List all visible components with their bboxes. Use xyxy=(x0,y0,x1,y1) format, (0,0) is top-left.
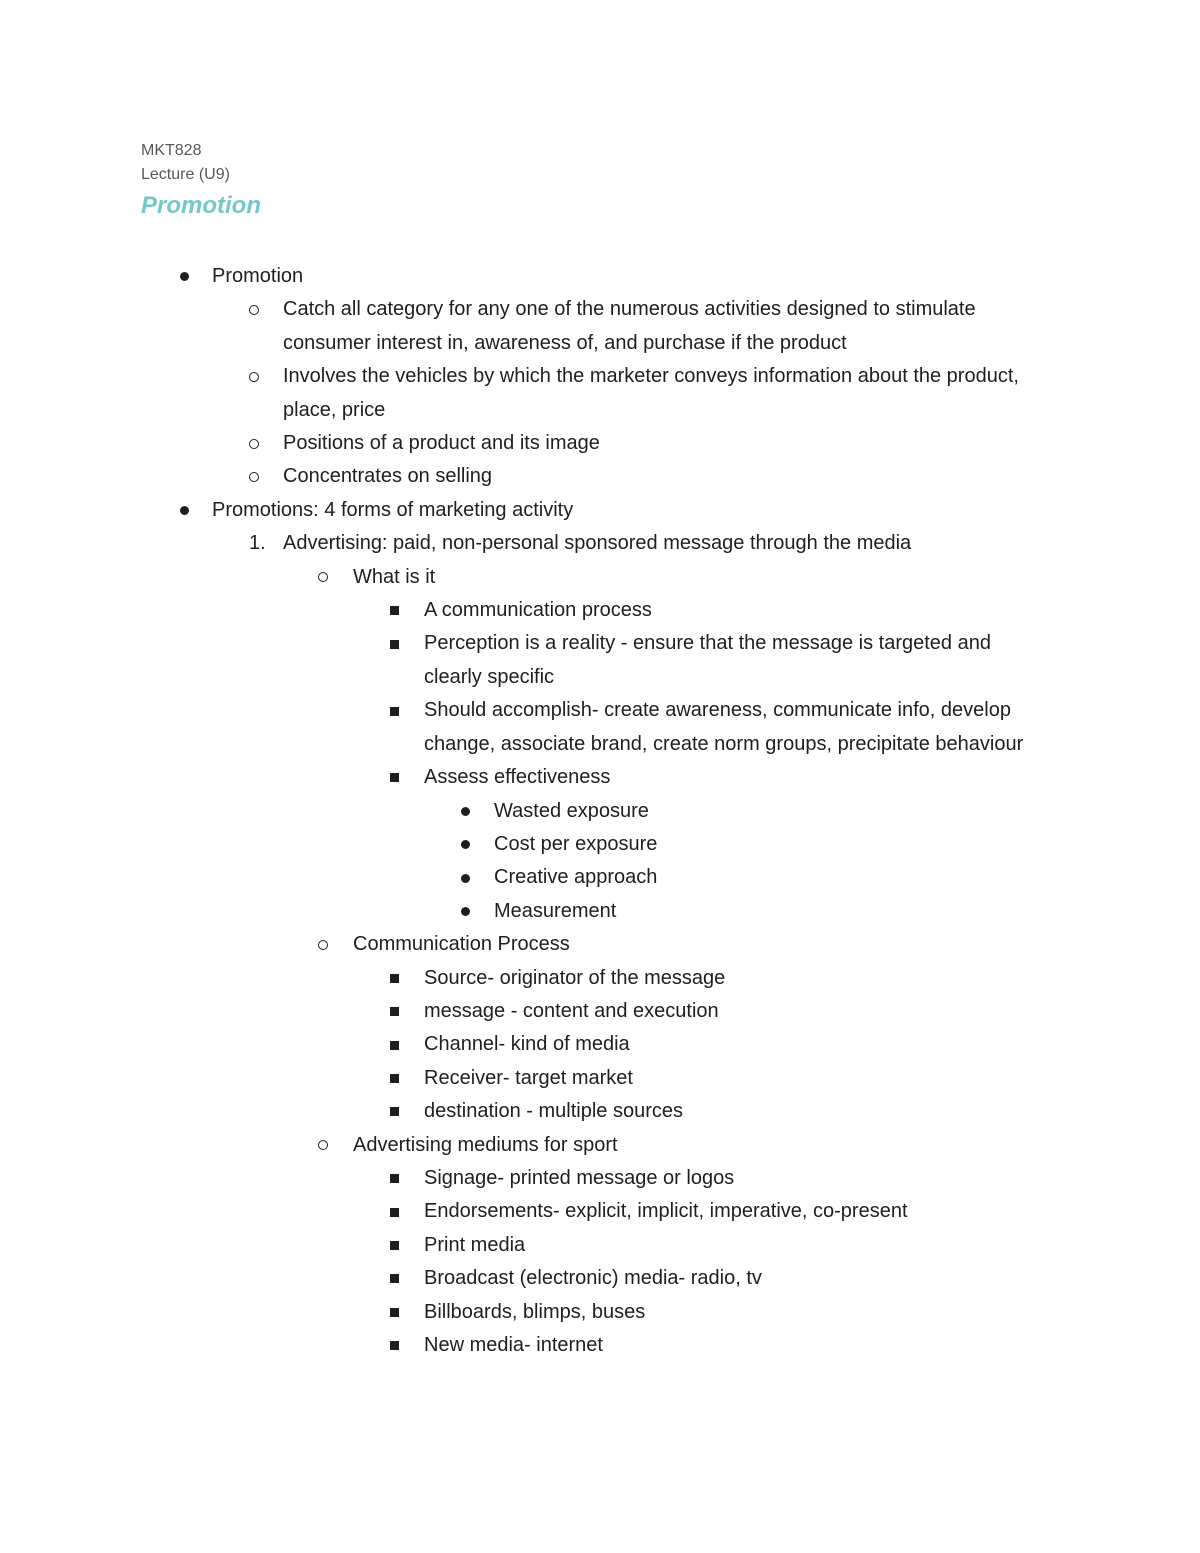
square-bullet-icon xyxy=(390,1074,399,1083)
outline-item-text: New media- internet xyxy=(424,1334,603,1356)
bullet-marker xyxy=(390,1095,399,1128)
circle-bullet-icon xyxy=(318,572,328,582)
square-bullet-icon xyxy=(390,1007,399,1016)
bullet-marker xyxy=(390,594,399,627)
outline-item-text: Print media xyxy=(424,1233,526,1256)
bullet-marker xyxy=(249,427,259,460)
bullet-marker xyxy=(390,1262,399,1295)
square-bullet-icon xyxy=(390,707,399,716)
outline-item-text: Advertising: paid, non-personal sponsored message through the media xyxy=(283,532,912,555)
outline-item-text: A communication process xyxy=(424,599,652,622)
bullet-marker xyxy=(390,627,399,660)
page-title: Promotion xyxy=(141,192,261,219)
lecture-label: Lecture (U9) xyxy=(141,166,230,183)
bullet-marker xyxy=(390,1329,399,1362)
outline-item-text: Measurement xyxy=(494,899,617,922)
outline-item-level-4 xyxy=(0,1229,1200,1262)
bullet-marker xyxy=(390,1195,399,1228)
square-bullet-icon xyxy=(390,1241,399,1250)
bullet-marker xyxy=(390,1229,399,1262)
disc-bullet-icon xyxy=(461,907,470,916)
outline-item-level-3 xyxy=(0,561,1200,594)
outline-item-level-4 xyxy=(0,1195,1200,1228)
outline-item-level-5 xyxy=(0,895,1200,928)
disc-bullet-icon xyxy=(461,874,470,883)
disc-bullet-icon xyxy=(461,807,470,816)
square-bullet-icon xyxy=(390,1208,399,1217)
outline-item-level-4 xyxy=(0,1329,1200,1362)
outline-item-text: Billboards, blimps, buses xyxy=(424,1300,646,1323)
circle-bullet-icon xyxy=(249,472,259,482)
outline-item-level-4 xyxy=(0,962,1200,995)
square-bullet-icon xyxy=(390,1107,399,1116)
outline-item-text: Wasted exposure xyxy=(494,799,649,822)
outline-item-text: Positions of a product and its image xyxy=(283,432,600,455)
outline-item-level-3 xyxy=(0,928,1200,961)
disc-bullet-icon xyxy=(180,506,189,515)
outline-item-text: Perception is a reality - ensure that the message is targeted and clearly specific xyxy=(424,632,991,688)
bullet-marker xyxy=(461,828,470,861)
circle-bullet-icon xyxy=(318,940,328,950)
square-bullet-icon xyxy=(390,773,399,782)
outline-item-text: message - content and execution xyxy=(424,999,719,1022)
bullet-marker xyxy=(390,694,399,727)
outline-item-text: Promotion xyxy=(212,265,304,287)
outline-item-level-1 xyxy=(0,494,1200,527)
outline-item-level-1 xyxy=(0,260,1200,293)
outline-item-text: Catch all category for any one of the numerous activities designed to stimulate consumer interest in, awareness of, and purchase if the product xyxy=(283,298,976,354)
outline-item-level-2 xyxy=(0,460,1200,493)
square-bullet-icon xyxy=(390,606,399,615)
outline-item-text: Should accomplish- create awareness, communicate info, develop change, associate brand, create norm groups, precipitate behaviour xyxy=(424,699,1024,755)
square-bullet-icon xyxy=(390,974,399,983)
outline-item-text: What is it xyxy=(353,565,436,588)
square-bullet-icon xyxy=(390,1041,399,1050)
circle-bullet-icon xyxy=(318,1140,328,1150)
outline-item-text: Source- originator of the message xyxy=(424,966,726,989)
square-bullet-icon xyxy=(390,1174,399,1183)
circle-bullet-icon xyxy=(249,305,259,315)
bullet-marker xyxy=(180,260,189,293)
circle-bullet-icon xyxy=(249,372,259,382)
outline-item-text: Broadcast (electronic) media- radio, tv xyxy=(424,1267,762,1290)
outline-item-level-3 xyxy=(0,1129,1200,1162)
outline-item-text: destination - multiple sources xyxy=(424,1100,684,1123)
outline-item-text: Creative approach xyxy=(494,866,658,889)
square-bullet-icon xyxy=(390,1341,399,1350)
outline-item-text: Concentrates on selling xyxy=(283,465,493,488)
bullet-marker xyxy=(461,795,470,828)
bullet-marker xyxy=(390,1162,399,1195)
bullet-marker xyxy=(390,995,399,1028)
bullet-marker xyxy=(461,895,470,928)
outline-item-text: Promotions: 4 forms of marketing activity xyxy=(212,498,574,521)
outline-item-level-2 xyxy=(0,427,1200,460)
outline-item-level-4 xyxy=(0,1162,1200,1195)
outline-item-level-4 xyxy=(0,995,1200,1028)
outline-item-level-4 xyxy=(0,1262,1200,1295)
outline-item-level-5 xyxy=(0,795,1200,828)
outline-item-level-4 xyxy=(0,1028,1200,1061)
outline-item-level-4 xyxy=(0,694,1200,761)
outline-item-level-2 xyxy=(0,527,1200,560)
bullet-marker xyxy=(180,494,189,527)
outline-item-text: Signage- printed message or logos xyxy=(424,1166,735,1189)
outline-item-level-2 xyxy=(0,360,1200,427)
outline-item-text: Endorsements- explicit, implicit, imperative, co-present xyxy=(424,1200,908,1223)
square-bullet-icon xyxy=(390,640,399,649)
outline-item-text: Receiver- target market xyxy=(424,1066,633,1089)
circle-bullet-icon xyxy=(249,439,259,449)
bullet-marker xyxy=(390,962,399,995)
outline-item-text: Assess effectiveness xyxy=(424,766,611,789)
outline-item-level-4 xyxy=(0,1062,1200,1095)
outline-item-level-4 xyxy=(0,761,1200,794)
outline-item-text: Advertising mediums for sport xyxy=(353,1133,618,1156)
outline-item-level-2 xyxy=(0,293,1200,360)
bullet-marker xyxy=(318,1129,328,1162)
square-bullet-icon xyxy=(390,1308,399,1317)
outline-item-text: Channel- kind of media xyxy=(424,1033,630,1056)
outline-item-level-4 xyxy=(0,1095,1200,1128)
bullet-marker xyxy=(390,1062,399,1095)
course-code: MKT828 xyxy=(141,142,202,159)
bullet-marker xyxy=(390,1028,399,1061)
outline-item-level-4 xyxy=(0,594,1200,627)
outline-item-level-4 xyxy=(0,1296,1200,1329)
bullet-marker xyxy=(390,1296,399,1329)
lecture-outline xyxy=(0,260,1200,1362)
bullet-marker xyxy=(249,360,259,393)
disc-bullet-icon xyxy=(180,272,189,281)
outline-item-level-5 xyxy=(0,861,1200,894)
list-number: 1. xyxy=(249,532,266,555)
outline-item-text: Communication Process xyxy=(353,933,570,956)
bullet-marker xyxy=(318,928,328,961)
bullet-marker xyxy=(318,561,328,594)
outline-item-level-5 xyxy=(0,828,1200,861)
outline-item-text: Cost per exposure xyxy=(494,832,658,855)
outline-item-text: Involves the vehicles by which the marketer conveys information about the product, place, price xyxy=(283,365,1019,421)
bullet-marker xyxy=(249,293,259,326)
bullet-marker xyxy=(249,460,259,493)
square-bullet-icon xyxy=(390,1274,399,1283)
disc-bullet-icon xyxy=(461,840,470,849)
bullet-marker xyxy=(390,761,399,794)
bullet-marker xyxy=(461,861,470,894)
outline-item-level-4 xyxy=(0,627,1200,694)
